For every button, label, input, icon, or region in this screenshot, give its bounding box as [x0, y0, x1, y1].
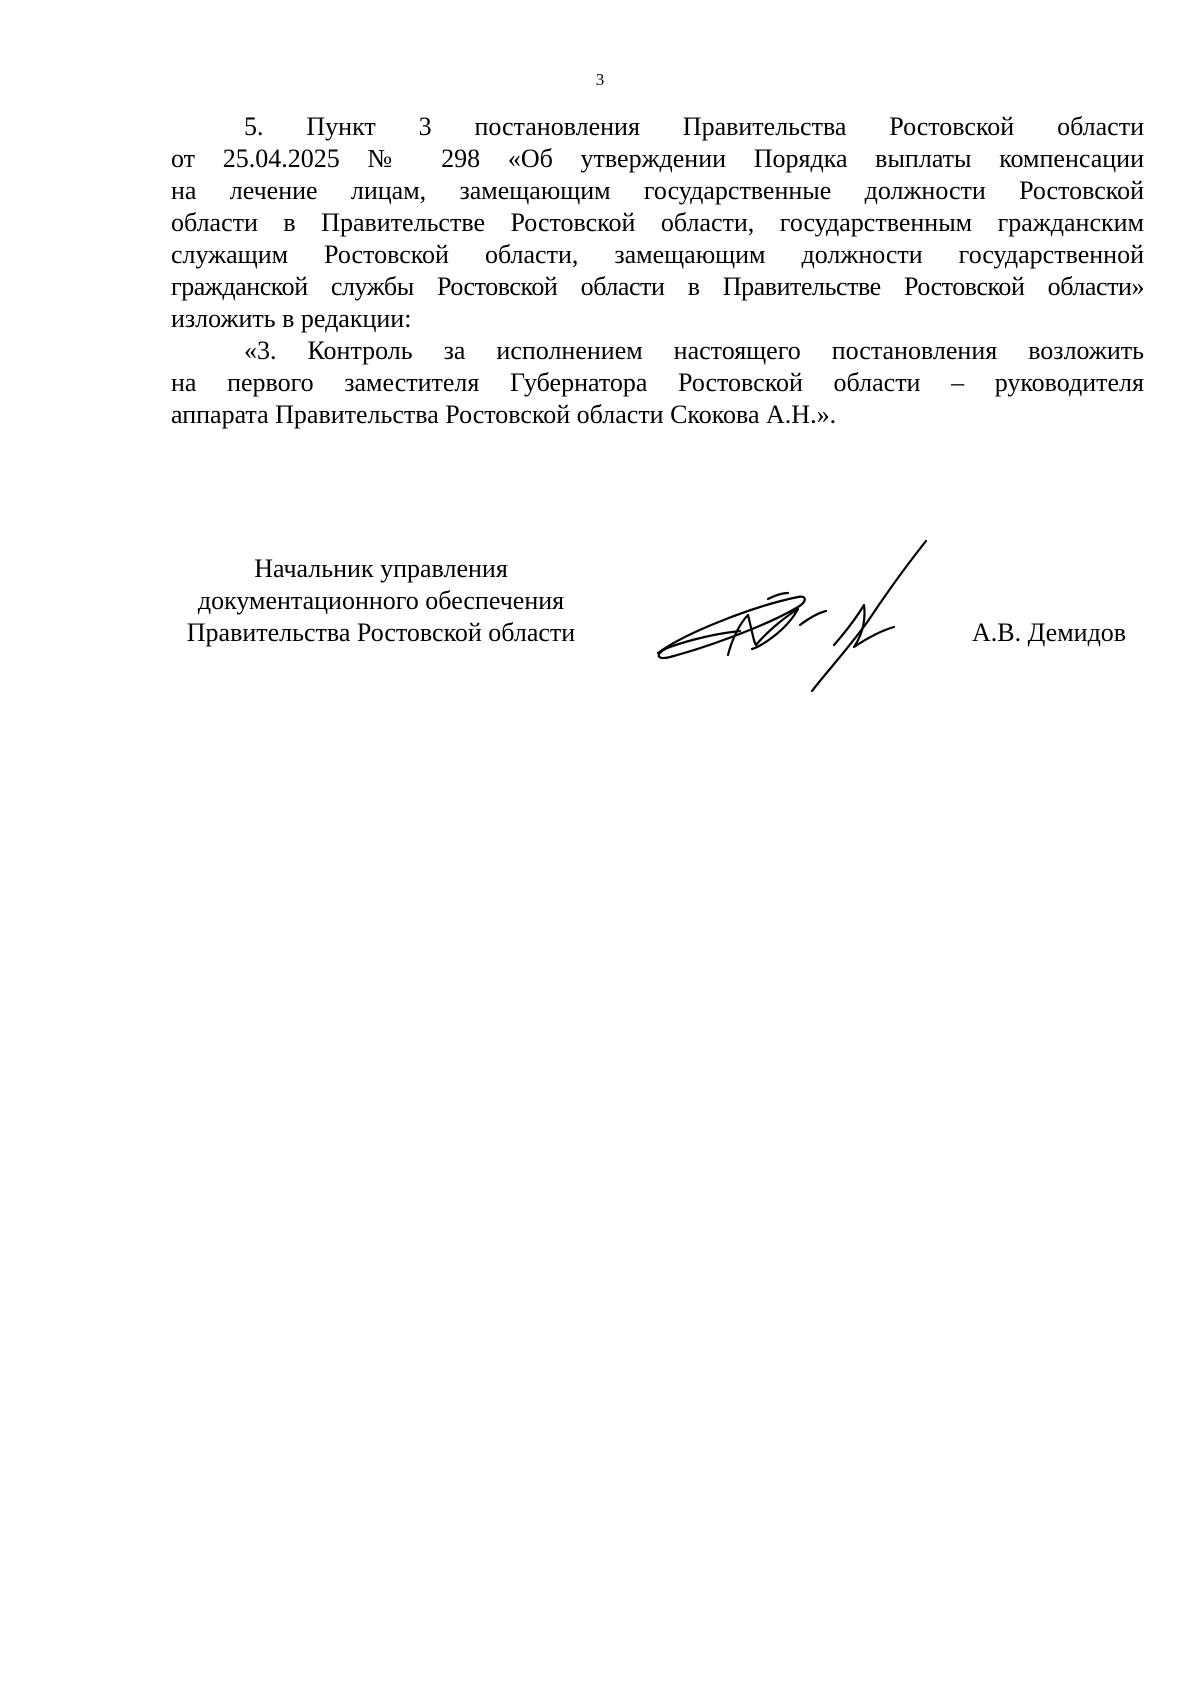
document-body: [171, 111, 1144, 431]
paragraph-5: [171, 111, 1144, 335]
signer-position-line: Правительства Ростовской области: [186, 618, 576, 647]
paragraph-line: «3. Контроль за исполнением настоящего постановления возложить: [244, 336, 1144, 365]
signer-position: [171, 553, 591, 649]
page-number: 3: [595, 70, 605, 89]
paragraph-line: аппарата Правительства Ростовской области Скокова А.Н.».: [171, 400, 837, 429]
signer-position-line: документационного обеспечения: [197, 586, 565, 615]
paragraph-line: изложить в редакции:: [171, 304, 412, 333]
signer-position-line: Начальник управления: [254, 554, 508, 583]
paragraph-line: на первого заместителя Губернатора Ростовской области – руководителя: [171, 368, 1144, 397]
paragraph-line: на лечение лицам, замещающим государственные должности Ростовской: [171, 176, 1144, 205]
paragraph-quote: [171, 335, 1144, 431]
paragraph-line: области в Правительстве Ростовской области, государственным гражданским: [171, 208, 1144, 237]
paragraph-line: гражданской службы Ростовской области в Правительстве Ростовской области»: [171, 272, 1144, 301]
paragraph-line: от 25.04.2025 № 298 «Об утверждении Порядка выплаты компенсации: [171, 144, 1144, 173]
paragraph-line: служащим Ростовской области, замещающим должности государственной: [171, 240, 1144, 269]
signer-name: А.В. Демидов: [972, 618, 1127, 647]
paragraph-line: 5. Пункт 3 постановления Правительства Ростовской области: [244, 112, 1144, 141]
handwritten-signature-icon: [648, 535, 948, 695]
